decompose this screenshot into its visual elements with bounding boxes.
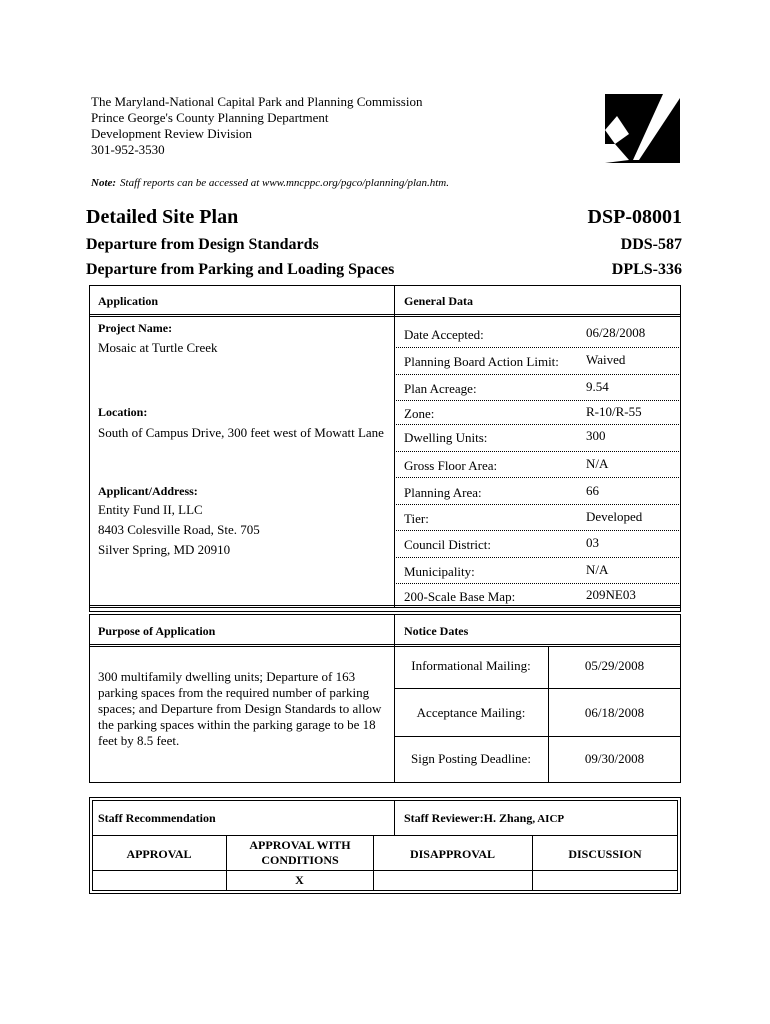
location-value: South of Campus Drive, 300 feet west of Mowatt Lane bbox=[98, 425, 384, 440]
option-disapproval: DISAPPROVAL bbox=[409, 847, 496, 861]
notice-row-value: 05/29/2008 bbox=[584, 658, 645, 673]
general-row-value: 9.54 bbox=[586, 379, 609, 394]
staff-reviewer-name: H. Zhang bbox=[483, 811, 533, 825]
mncppc-logo-icon bbox=[605, 94, 680, 163]
case-number-dsp: DSP-08001 bbox=[587, 206, 682, 228]
general-row-label: Planning Board Action Limit: bbox=[404, 354, 559, 369]
project-name-label: Project Name: bbox=[98, 321, 173, 335]
case-number-dpls: DPLS-336 bbox=[611, 261, 682, 278]
applicant-line-3: Silver Spring, MD 20910 bbox=[98, 542, 231, 557]
general-row-value: N/A bbox=[586, 456, 609, 471]
header-line-3: Development Review Division bbox=[91, 126, 253, 141]
recommendation-mark: X bbox=[295, 873, 304, 887]
application-heading: Application bbox=[98, 294, 159, 308]
general-row-label: Plan Acreage: bbox=[404, 381, 477, 396]
general-row-value: N/A bbox=[586, 562, 609, 577]
staff-recommendation-heading: Staff Recommendation bbox=[98, 811, 216, 825]
general-row-value: 209NE03 bbox=[586, 587, 636, 602]
notice-dates-heading: Notice Dates bbox=[404, 624, 469, 638]
title-departure-parking: Departure from Parking and Loading Spaces bbox=[86, 261, 395, 278]
option-approval: APPROVAL bbox=[126, 847, 192, 861]
general-row-label: 200-Scale Base Map: bbox=[404, 589, 516, 604]
staff-reviewer-suffix: , AICP bbox=[532, 813, 565, 825]
applicant-line-2: 8403 Colesville Road, Ste. 705 bbox=[98, 522, 260, 537]
general-row-label: Municipality: bbox=[404, 564, 475, 579]
general-row-value: 300 bbox=[586, 428, 606, 443]
applicant-line-1: Entity Fund II, LLC bbox=[98, 502, 203, 517]
general-row-value: Developed bbox=[586, 509, 643, 524]
note-text: Staff reports can be accessed at www.mncppc.org/pgco/planning/plan.htm. bbox=[120, 177, 449, 189]
general-data-heading: General Data bbox=[404, 294, 473, 308]
option-approval-with-conditions: APPROVAL WITH CONDITIONS bbox=[249, 838, 351, 867]
staff-report-note bbox=[91, 177, 449, 189]
location-label: Location: bbox=[98, 405, 148, 419]
notice-row-value: 09/30/2008 bbox=[584, 751, 645, 766]
notice-row-label: Acceptance Mailing: bbox=[416, 705, 526, 720]
applicant-label: Applicant/Address: bbox=[98, 484, 198, 498]
general-row-value: Waived bbox=[586, 352, 626, 367]
general-row-label: Gross Floor Area: bbox=[404, 458, 498, 473]
general-row-label: Date Accepted: bbox=[404, 327, 484, 342]
title-detailed-site-plan: Detailed Site Plan bbox=[86, 206, 239, 228]
general-row-value: 03 bbox=[586, 535, 599, 550]
general-row-value: R-10/R-55 bbox=[586, 404, 642, 419]
header-phone: 301-952-3530 bbox=[91, 142, 165, 157]
purpose-heading: Purpose of Application bbox=[98, 624, 216, 638]
general-row-value: 66 bbox=[586, 483, 599, 498]
title-departure-design: Departure from Design Standards bbox=[86, 236, 319, 253]
note-label: Note: bbox=[91, 177, 117, 189]
staff-reviewer bbox=[404, 810, 564, 827]
notice-row-label: Informational Mailing: bbox=[411, 658, 531, 673]
case-number-dds: DDS-587 bbox=[620, 236, 682, 253]
general-row-label: Planning Area: bbox=[404, 485, 482, 500]
header-line-2: Prince George's County Planning Department bbox=[91, 110, 329, 125]
general-row-label: Council District: bbox=[404, 537, 492, 552]
commission-header bbox=[91, 94, 422, 158]
option-discussion: DISCUSSION bbox=[568, 847, 642, 861]
project-name-value: Mosaic at Turtle Creek bbox=[98, 340, 218, 355]
general-row-value: 06/28/2008 bbox=[586, 325, 646, 340]
notice-row-value: 06/18/2008 bbox=[584, 705, 645, 720]
notice-row-label: Sign Posting Deadline: bbox=[411, 751, 531, 766]
purpose-text: 300 multifamily dwelling units; Departure of 163 parking spaces from the required number of parking spaces; and Departure from Design Standards to allow the parking spaces within the parking garage to be 18 feet by 8.5 feet. bbox=[98, 669, 382, 748]
header-line-1: The Maryland-National Capital Park and Planning Commission bbox=[91, 94, 423, 109]
general-row-label: Zone: bbox=[404, 406, 435, 421]
staff-reviewer-label: Staff Reviewer: bbox=[404, 811, 484, 825]
general-row-label: Tier: bbox=[404, 511, 429, 526]
general-row-label: Dwelling Units: bbox=[404, 430, 488, 445]
